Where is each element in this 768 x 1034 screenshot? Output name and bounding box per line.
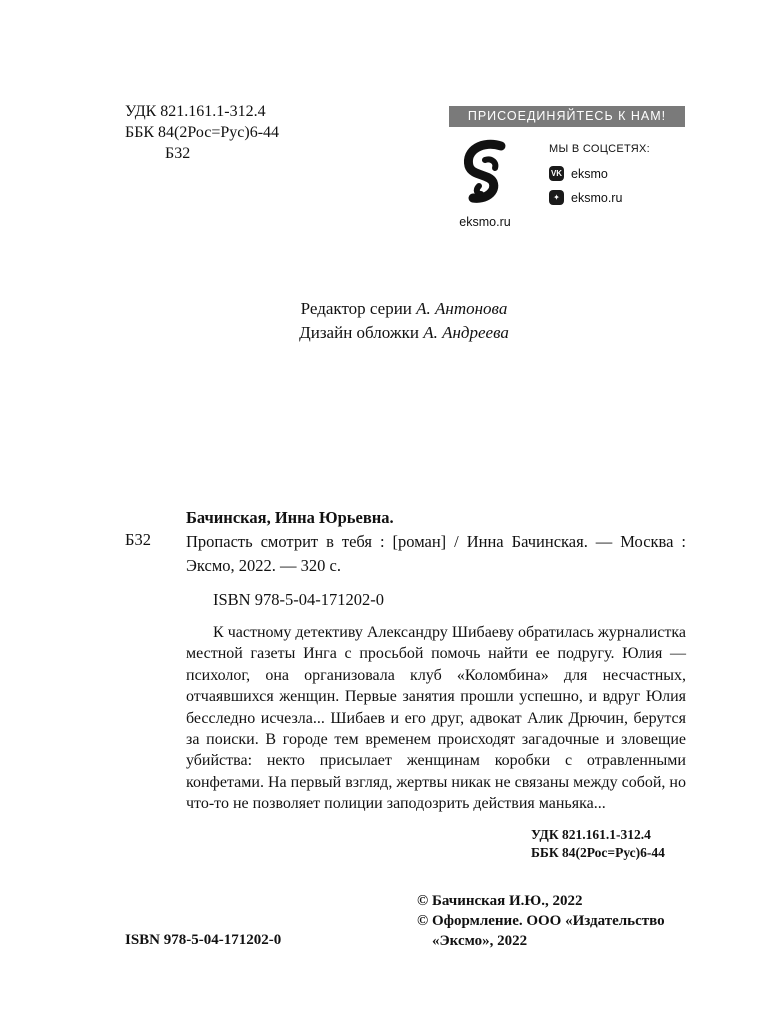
bbk-code: ББК 84(2Рос=Рус)6-44 [531,845,665,860]
social-label: eksmo [571,166,608,181]
social-heading: МЫ В СОЦСЕТЯХ: [549,143,651,155]
eksmo-logo-icon [455,138,517,212]
classification-block [125,101,279,164]
cover-designer-name: А. Андреева [423,323,509,342]
series-editor: Редактор серии А. Антонова [300,299,508,318]
social-label: eksmo.ru [571,190,623,205]
copyright-author: © Бачинская И.Ю., 2022 [417,893,583,909]
social-link-dzen[interactable] [549,190,622,205]
copyright-design: © Оформление. ООО «Издательство [417,913,665,929]
vk-icon: VK [549,166,564,181]
credits [0,297,768,345]
isbn-footer: ISBN 978-5-04-171202-0 [125,932,282,948]
udk-code: УДК 821.161.1-312.4 [531,827,651,842]
udk-code: УДК 821.161.1-312.4 [125,103,266,120]
copyright-block [417,891,665,951]
isbn-catalog: ISBN 978-5-04-171202-0 [213,590,384,609]
copyright-design-cont: «Эксмо», 2022 [432,933,528,949]
join-us-banner: ПРИСОЕДИНЯЙТЕСЬ К НАМ! [449,106,685,127]
classification-repeat [531,826,665,862]
annotation: К частному детективу Александру Шибаеву обратилась журналистка местной газеты Инга с просьбой помочь найти ее подругу. Юлия — психолог, она организовала клуб «Коломбина» для несчастных, отчаявшихся женщин. Первые занятия прошли успешно, и вдруг Юлия бесследно исчезла... Шибаев и его друг, адвокат Алик Дрючин, берутся за поиски. В городе тем временем происходят загадочные и зловещие убийства: некто присылает женщинам коробки с отравленными конфетами. На первый взгляд, жертвы никак не связаны между собой, но что-то не позволяет полиции заподозрить действия маньяка... [186,624,686,813]
bibliographic-description: Пропасть смотрит в тебя : [роман] / Инна Бачинская. — Москва : Эксмо, 2022. — 320 с. [186,532,686,575]
author-index: Б32 [125,530,151,549]
author-sign: Б32 [165,145,191,162]
bbk-code: ББК 84(2Рос=Рус)6-44 [125,124,280,141]
publisher-site[interactable]: eksmo.ru [459,215,511,229]
social-link-vk[interactable] [549,166,608,181]
cover-designer: Дизайн обложки А. Андреева [299,323,509,342]
author-heading: Бачинская, Инна Юрьевна. [186,508,394,527]
dzen-icon: ✦ [549,190,564,205]
series-editor-name: А. Антонова [416,299,508,318]
